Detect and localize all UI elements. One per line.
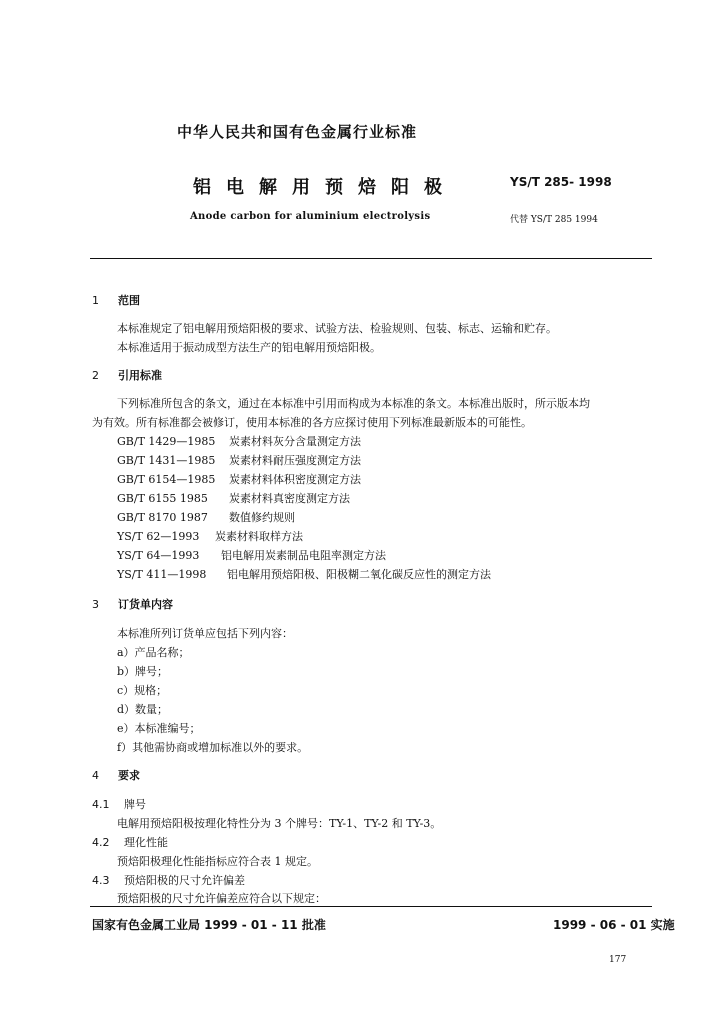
section-4-heading: 4 要求 (92, 769, 140, 782)
subsection-4-2-heading: 4.2 理化性能 (92, 836, 168, 849)
order-item: d）数量； (117, 703, 169, 716)
subsection-4-3-text: 预焙阳极的尺寸允许偏差应符合以下规定： (117, 892, 326, 905)
reference-item: GB/T 1431—1985 炭素材料耐压强度测定方法 (117, 454, 361, 467)
reference-item: YS/T 62—1993 炭素材料取样方法 (117, 530, 303, 543)
reference-item: GB/T 6154—1985 炭素材料体积密度测定方法 (117, 473, 361, 486)
section-2-heading: 2 引用标准 (92, 369, 162, 382)
header-divider (90, 258, 652, 259)
approval-date: 国家有色金属工业局 1999 - 01 - 11 批准 (92, 918, 326, 932)
document-title: 铝电解用预焙阳极 (193, 177, 457, 198)
footer-divider (90, 906, 652, 907)
section-1-paragraph-2: 本标准适用于振动成型方法生产的铝电解用预焙阳极。 (117, 341, 381, 354)
order-item: e）本标准编号； (117, 722, 201, 735)
page-number: 177 (609, 955, 627, 965)
section-2-paragraph-line-2: 为有效。所有标准都会被修订，使用本标准的各方应探讨使用下列标准最新版本的可能性。 (92, 416, 532, 429)
subsection-4-3-heading: 4.3 预焙阳极的尺寸允许偏差 (92, 874, 245, 887)
standard-code: YS/T 285- 1998 (510, 175, 612, 189)
reference-item: GB/T 1429—1985 炭素材料灰分含量测定方法 (117, 435, 361, 448)
reference-item: GB/T 6155 1985 炭素材料真密度测定方法 (117, 492, 350, 505)
order-item: b）牌号； (117, 665, 169, 678)
effective-date: 1999 - 06 - 01 实施 (553, 918, 675, 932)
order-item: f）其他需协商或增加标准以外的要求。 (117, 741, 309, 754)
section-2-paragraph-line-1: 下列标准所包含的条文，通过在本标准中引用而构成为本标准的条文。本标准出版时，所示版本均 (117, 397, 590, 410)
reference-item: YS/T 411—1998 铝电解用预焙阳极、阳极糊二氧化碳反应性的测定方法 (117, 568, 491, 581)
section-3-heading: 3 订货单内容 (92, 598, 173, 611)
reference-item: GB/T 8170 1987 数值修约规则 (117, 511, 295, 524)
section-1-paragraph-1: 本标准规定了铝电解用预焙阳极的要求、试验方法、检验规则、包装、标志、运输和贮存。 (117, 322, 557, 335)
reference-item: YS/T 64—1993 铝电解用炭素制品电阻率测定方法 (117, 549, 386, 562)
english-title: Anode carbon for aluminium electrolysis (190, 211, 431, 222)
order-item: c）规格； (117, 684, 168, 697)
replaces-note: 代替 YS/T 285 1994 (510, 215, 598, 225)
subsection-4-2-text: 预焙阳极理化性能指标应符合表 1 规定。 (117, 855, 318, 868)
subsection-4-1-text: 电解用预焙阳极按理化特性分为 3 个牌号：TY-1、TY-2 和 TY-3。 (117, 817, 442, 830)
standard-issuer-title: 中华人民共和国有色金属行业标准 (177, 123, 418, 141)
subsection-4-1-heading: 4.1 牌号 (92, 798, 146, 811)
section-3-intro: 本标准所列订货单应包括下列内容： (117, 627, 293, 640)
order-item: a）产品名称； (117, 646, 190, 659)
section-1-heading: 1 范围 (92, 294, 140, 307)
